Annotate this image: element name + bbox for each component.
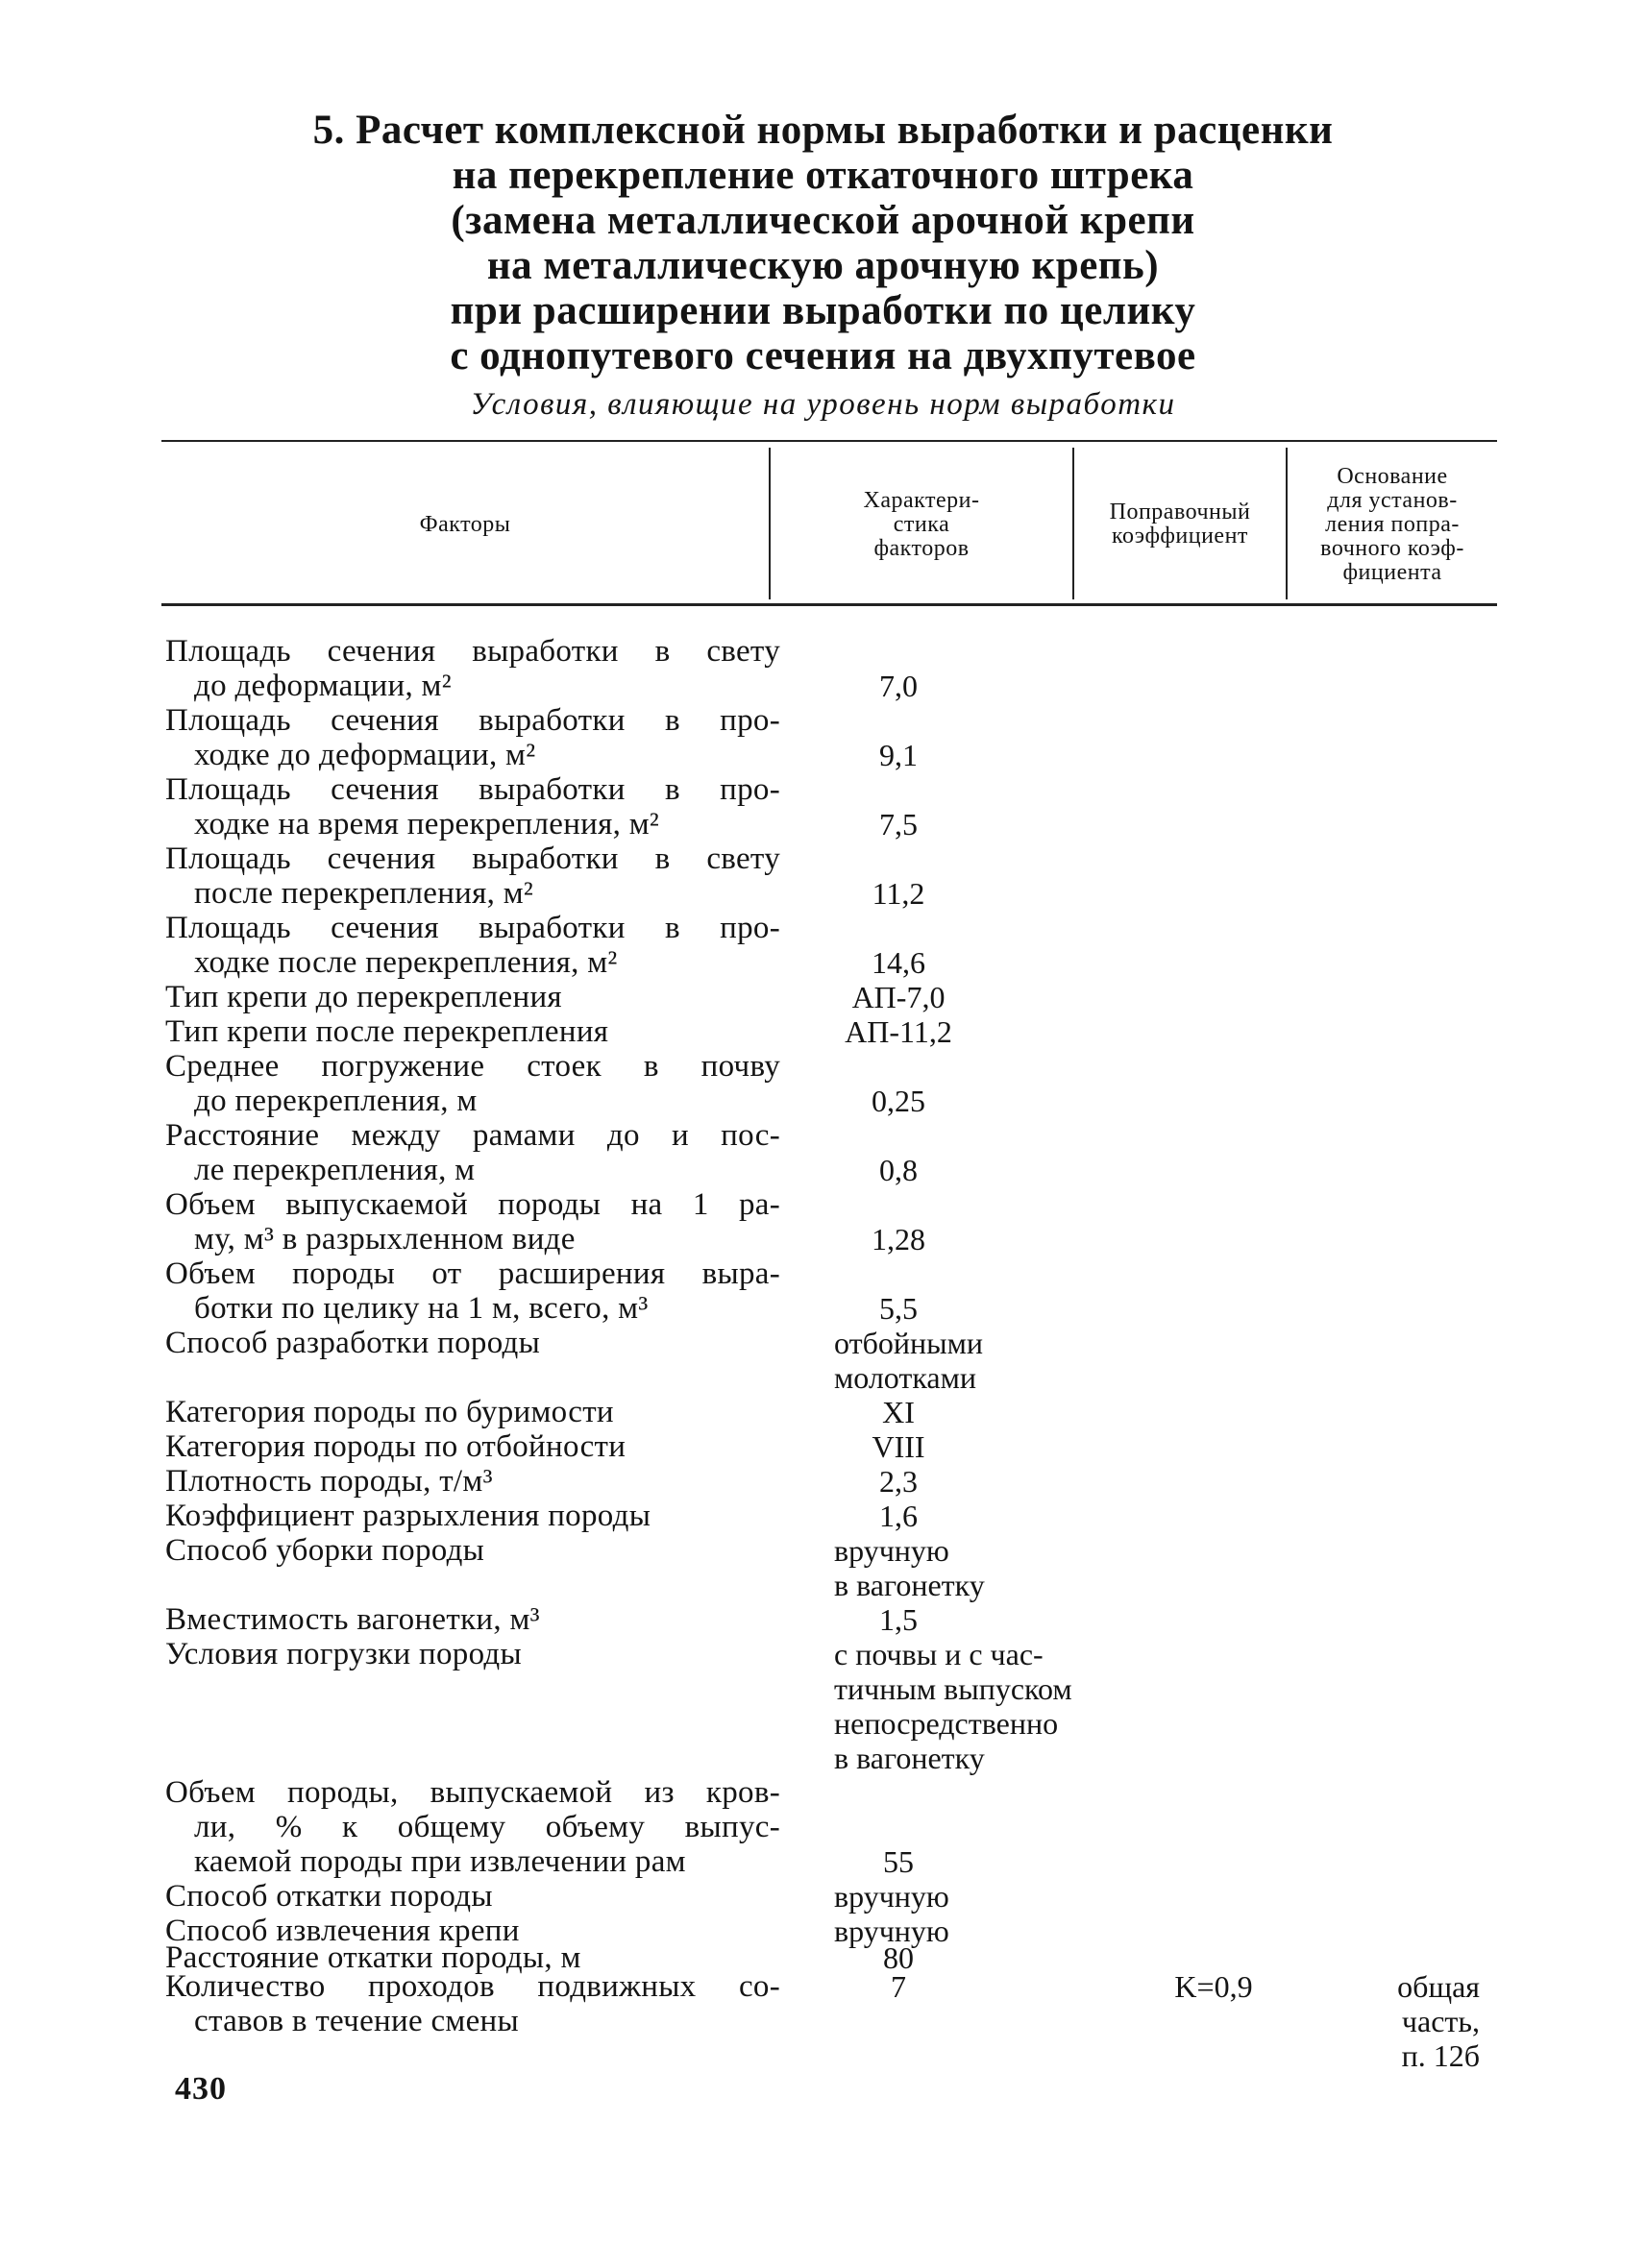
value-cell: 0,8 xyxy=(879,1153,918,1187)
value-cell: вручную в вагонетку xyxy=(834,1533,985,1602)
value-cell: 1,5 xyxy=(879,1602,918,1637)
factor-cell: Объем выпускаемой породы на 1 ра- му, м³ в разрыхленном виде xyxy=(165,1187,780,1256)
value-cell: 7 xyxy=(891,1969,906,2004)
value-cell: АП-11,2 xyxy=(845,1014,952,1049)
factor-cell: Условия погрузки породы xyxy=(165,1637,522,1671)
page-number: 430 xyxy=(175,2071,227,2107)
factor-cell: Коэффициент разрыхления породы xyxy=(165,1499,651,1533)
section-title xyxy=(144,108,1502,378)
factor-cell: Расстояние откатки породы, м xyxy=(165,1940,581,1975)
header-basis: Основание для установ- ления попра- вочного коэф- фициента xyxy=(1320,463,1464,585)
value-cell: 7,5 xyxy=(879,807,918,841)
factor-cell: Расстояние между рамами до и пос- ле перекрепления, м xyxy=(165,1118,780,1187)
value-cell: 80 xyxy=(883,1940,914,1975)
value-cell: 2,3 xyxy=(879,1464,918,1499)
factor-cell: Площадь сечения выработки в про- ходке на время перекрепления, м² xyxy=(165,772,780,841)
table-subtitle: Условия, влияющие на уровень норм выработки xyxy=(470,387,1176,422)
value-cell: 1,6 xyxy=(879,1499,918,1533)
factor-cell: Площадь сечения выработки в свету до деформации, м² xyxy=(165,634,780,703)
factor-cell: Тип крепи до перекрепления xyxy=(165,980,562,1014)
title-line: с однопутевого сечения на двухпутевое xyxy=(450,333,1196,378)
factor-cell: Способ извлечения крепи xyxy=(165,1914,520,1948)
value-cell: с почвы и с час- тичным выпуском непосредственно в вагонетку xyxy=(834,1637,1072,1775)
title-line: на металлическую арочную крепь) xyxy=(486,243,1160,288)
factor-cell: Способ уборки породы xyxy=(165,1533,485,1568)
value-cell: 55 xyxy=(883,1844,914,1879)
value-cell: вручную xyxy=(834,1914,949,1948)
value-cell: АП-7,0 xyxy=(851,980,946,1014)
factor-cell: Способ разработки породы xyxy=(165,1326,541,1360)
value-cell: вручную xyxy=(834,1879,949,1914)
value-cell: XI xyxy=(882,1395,915,1429)
factor-cell: Площадь сечения выработки в про- ходке до деформации, м² xyxy=(165,703,780,772)
title-line: 5. Расчет комплексной нормы выработки и расценки xyxy=(312,108,1334,153)
title-line: на перекрепление откаточного штрека xyxy=(452,153,1194,198)
factor-cell: Плотность породы, т/м³ xyxy=(165,1464,493,1499)
value-cell: 9,1 xyxy=(879,738,918,772)
value-cell: VIII xyxy=(872,1429,925,1464)
value-cell: 11,2 xyxy=(872,876,925,911)
table-header-rule xyxy=(161,603,1497,606)
factor-cell: Площадь сечения выработки в про- ходке после перекрепления, м² xyxy=(165,911,780,980)
coefficient-basis: общая часть, п. 12б xyxy=(1397,1969,1480,2073)
value-cell: отбойными молотками xyxy=(834,1326,983,1395)
value-cell: 7,0 xyxy=(879,669,918,703)
factor-cell: Вместимость вагонетки, м³ xyxy=(165,1602,540,1637)
value-cell: 1,28 xyxy=(872,1222,925,1256)
value-cell: 14,6 xyxy=(872,945,925,980)
title-line: (замена металлической арочной крепи xyxy=(451,198,1195,243)
table-top-rule xyxy=(161,440,1497,442)
header-coefficient: Поправочный коэффициент xyxy=(1109,500,1251,549)
header-characteristic: Характери- стика факторов xyxy=(863,487,980,561)
factor-cell: Способ откатки породы xyxy=(165,1879,493,1914)
title-line: при расширении выработки по целику xyxy=(450,288,1196,333)
factor-cell: Площадь сечения выработки в свету после перекрепления, м² xyxy=(165,841,780,911)
factor-cell: Среднее погружение стоек в почву до перекрепления, м xyxy=(165,1049,780,1118)
factor-cell: Количество проходов подвижных со- ставов в течение смены xyxy=(165,1969,780,2038)
factor-cell: Тип крепи после перекрепления xyxy=(165,1014,609,1049)
factor-cell: Категория породы по буримости xyxy=(165,1395,614,1429)
value-cell: 0,25 xyxy=(872,1084,925,1118)
value-cell: 5,5 xyxy=(879,1291,918,1326)
factor-cell: Объем породы от расширения выра- ботки по целику на 1 м, всего, м³ xyxy=(165,1256,780,1326)
factor-cell: Категория породы по отбойности xyxy=(165,1429,626,1464)
factor-cell: Объем породы, выпускаемой из кров- ли, % к общему объему выпус- каемой породы при извлечении рам xyxy=(165,1775,780,1879)
correction-coefficient: K=0,9 xyxy=(1174,1969,1253,2004)
header-factors: Факторы xyxy=(419,511,511,537)
